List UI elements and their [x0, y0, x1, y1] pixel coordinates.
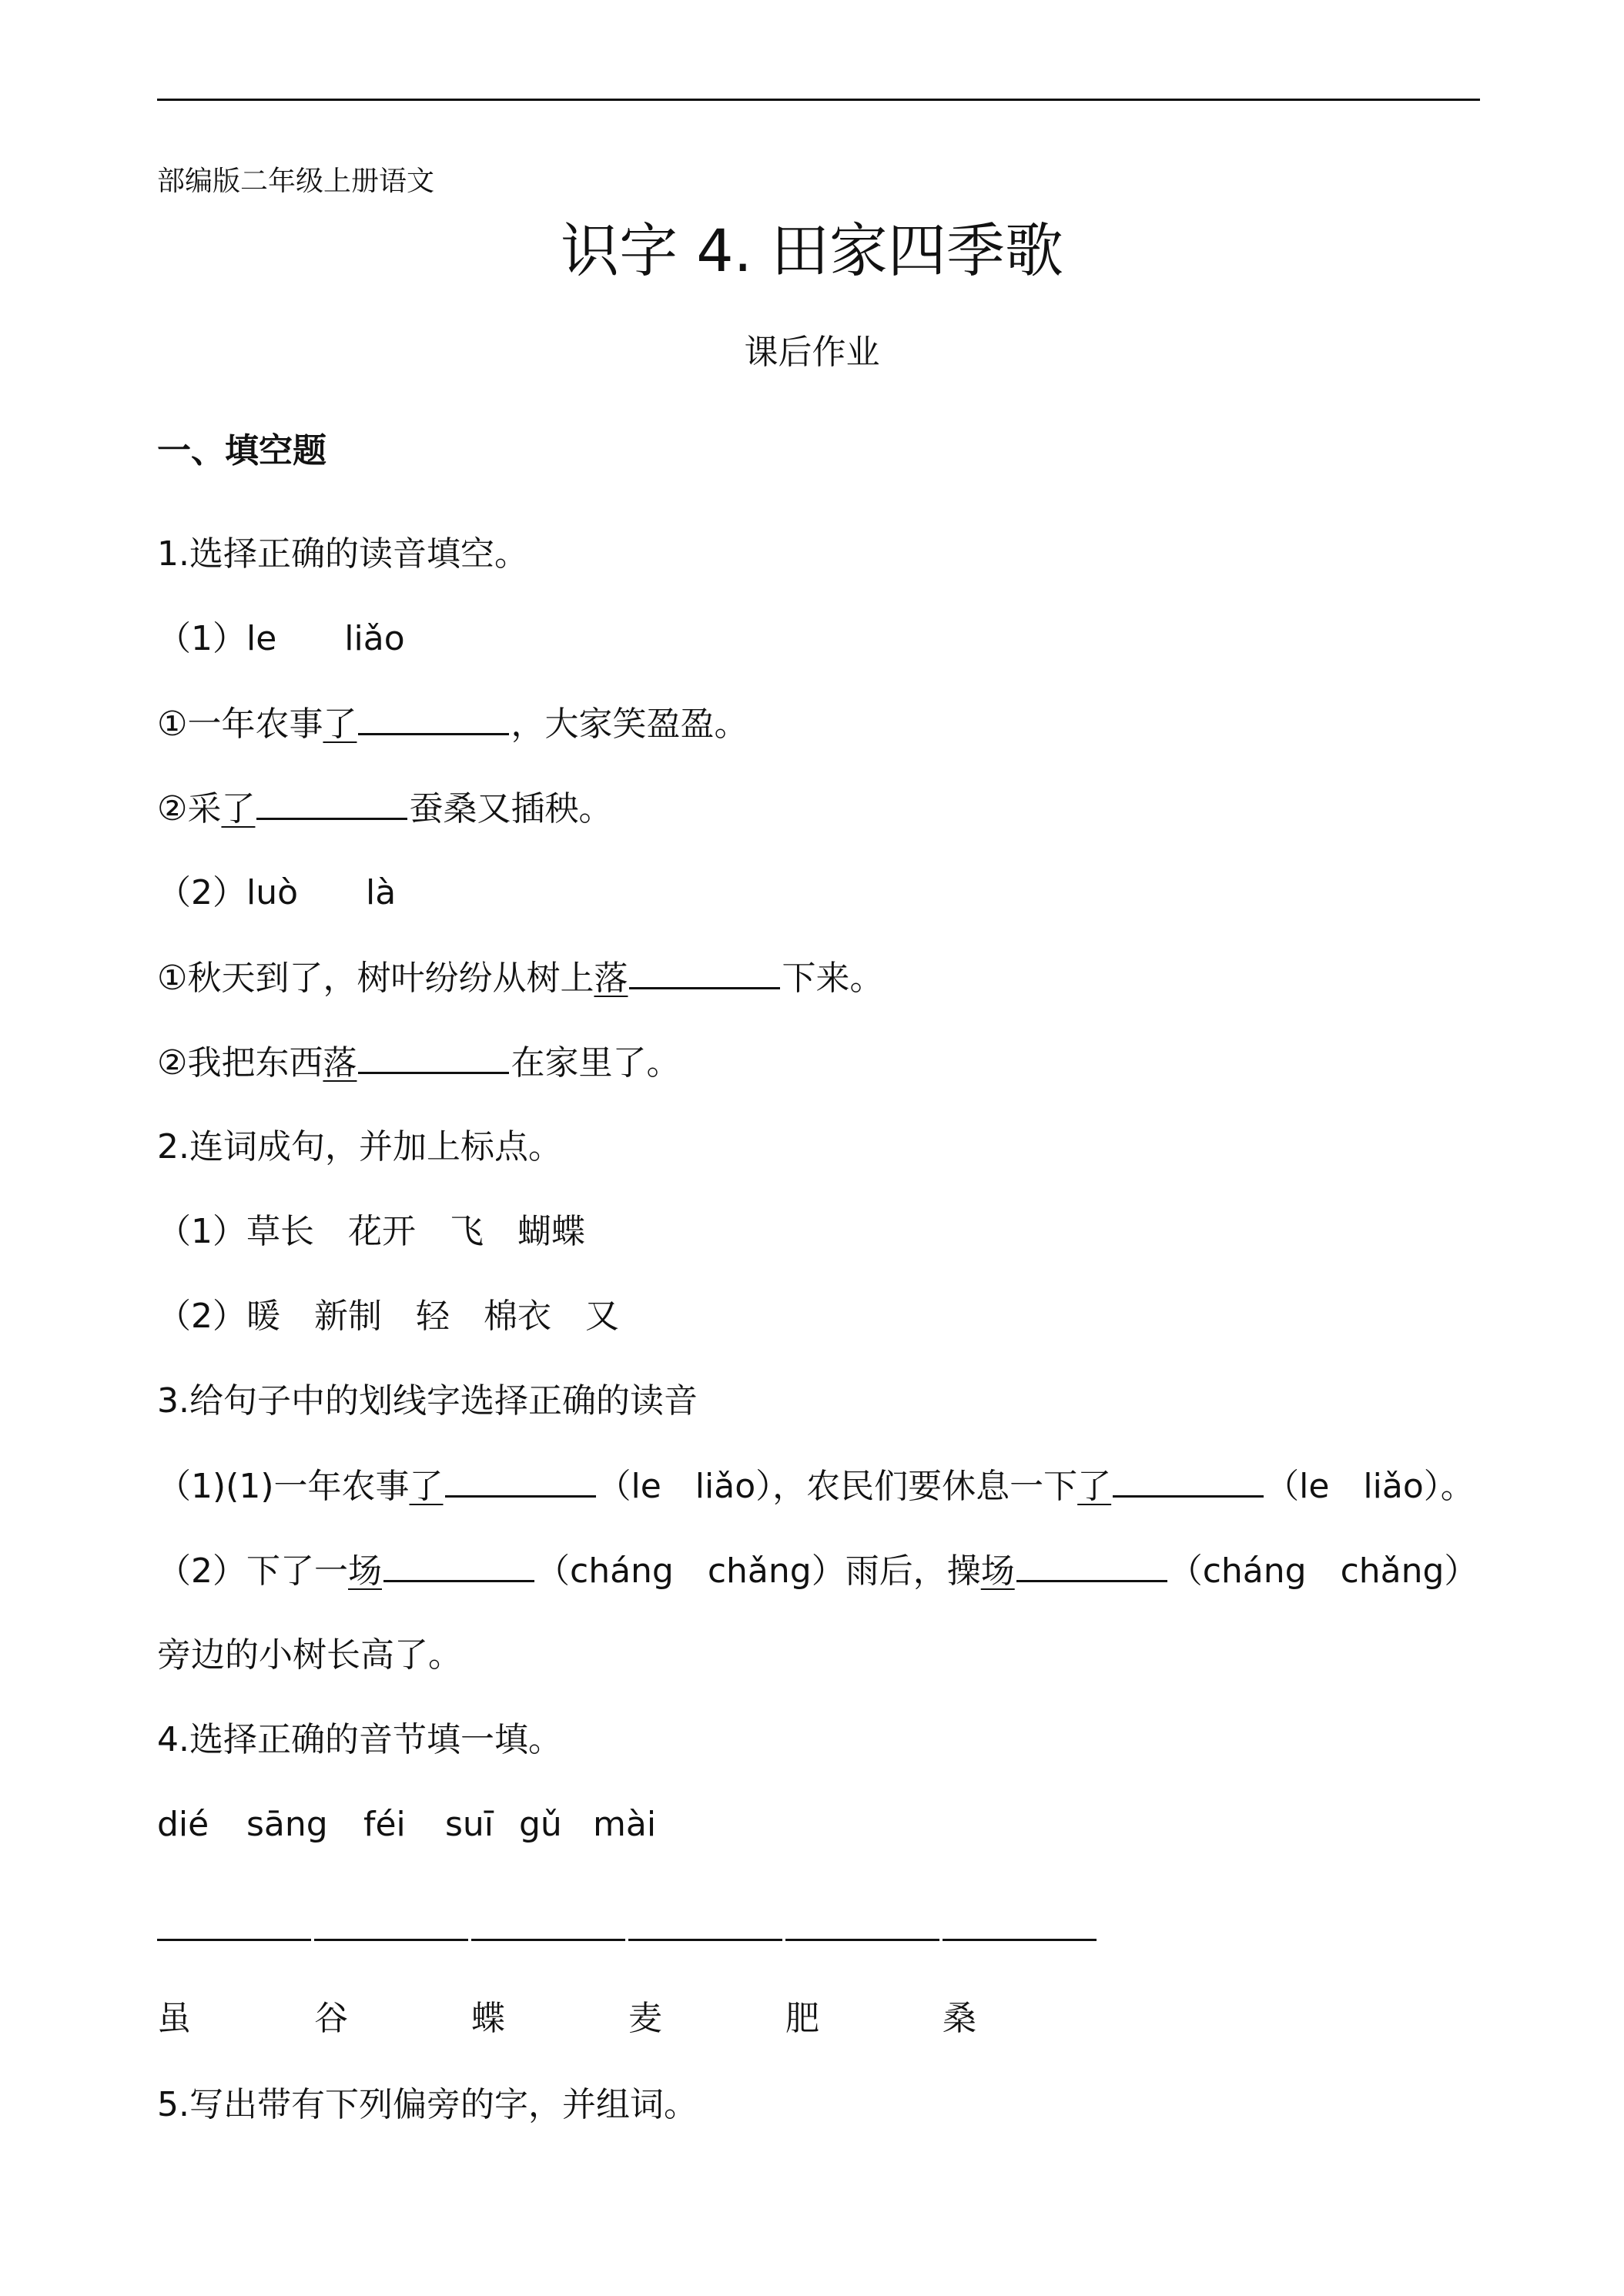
syllable-option: mài — [593, 1805, 657, 1844]
q1-part1-label: （1）le liǎo — [157, 619, 405, 658]
q3-item-2: （2）下了一场 （cháng chǎng）雨后，操场 （cháng chǎng） — [157, 1549, 1478, 1593]
q2-stem: 2.连词成句，并加上标点。 — [157, 1127, 562, 1166]
series-label: 部编版二年级上册语文 — [157, 166, 435, 197]
q1-part2-item-b: ②我把东西落 在家里了。 — [157, 1041, 680, 1085]
syllable-option: suī — [445, 1805, 494, 1844]
q3-item-1: （1)(1)一年农事了 （le liǎo），农民们要休息一下了 （le liǎo）。 — [157, 1464, 1475, 1508]
answer-blank[interactable] — [157, 1939, 311, 1941]
answer-blank[interactable] — [383, 1549, 534, 1582]
q1-part2-item-a: ①秋天到了，树叶纷纷从树上落 下来。 — [157, 956, 883, 1000]
q4-stem: 4.选择正确的音节填一填。 — [157, 1720, 562, 1759]
syllable-option: dié — [157, 1805, 209, 1844]
character-item: 桑 — [943, 1999, 976, 2038]
q2-item-1: （1）草长 花开 飞 蝴蝶 — [157, 1212, 585, 1251]
answer-blank[interactable] — [471, 1939, 625, 1941]
q1-stem: 1.选择正确的读音填空。 — [157, 534, 528, 574]
q5-stem: 5.写出带有下列偏旁的字，并组词。 — [157, 2085, 698, 2124]
character-item: 谷 — [314, 1999, 348, 2038]
character-item: 虽 — [157, 1999, 191, 2038]
answer-blank[interactable] — [943, 1939, 1097, 1941]
answer-blank[interactable] — [628, 1939, 782, 1941]
q3-stem: 3.给句子中的划线字选择正确的读音 — [157, 1381, 698, 1421]
character-item: 麦 — [628, 1999, 662, 2038]
answer-blank[interactable] — [1113, 1464, 1264, 1498]
answer-blank[interactable] — [1016, 1549, 1167, 1582]
page-subtitle: 课后作业 — [744, 333, 880, 372]
page-title: 识字 4. 田家四季歌 — [561, 216, 1063, 285]
q1-part2-label: （2）luò là — [157, 873, 397, 912]
syllable-option: sāng — [246, 1805, 328, 1844]
answer-blank[interactable] — [256, 787, 407, 820]
q1-part1-item-a: ①一年农事了 ，大家笑盈盈。 — [157, 702, 748, 746]
q3-item-2-continued: 旁边的小树长高了。 — [157, 1635, 462, 1675]
header-rule — [157, 99, 1480, 101]
q1-part1-item-b: ②采了 蚕桑又插秧。 — [157, 787, 612, 831]
section-heading: 一、填空题 — [157, 431, 326, 470]
answer-blank[interactable] — [445, 1464, 596, 1498]
character-item: 肥 — [785, 1999, 819, 2038]
answer-blank[interactable] — [358, 1041, 509, 1074]
answer-blank[interactable] — [785, 1939, 939, 1941]
syllable-option: féi — [363, 1805, 406, 1844]
answer-blank[interactable] — [358, 702, 509, 735]
answer-blank[interactable] — [314, 1939, 468, 1941]
syllable-option: gǔ — [519, 1805, 562, 1844]
character-item: 蝶 — [471, 1999, 505, 2038]
q2-item-2: （2）暖 新制 轻 棉衣 又 — [157, 1297, 619, 1336]
answer-blank[interactable] — [629, 956, 780, 989]
